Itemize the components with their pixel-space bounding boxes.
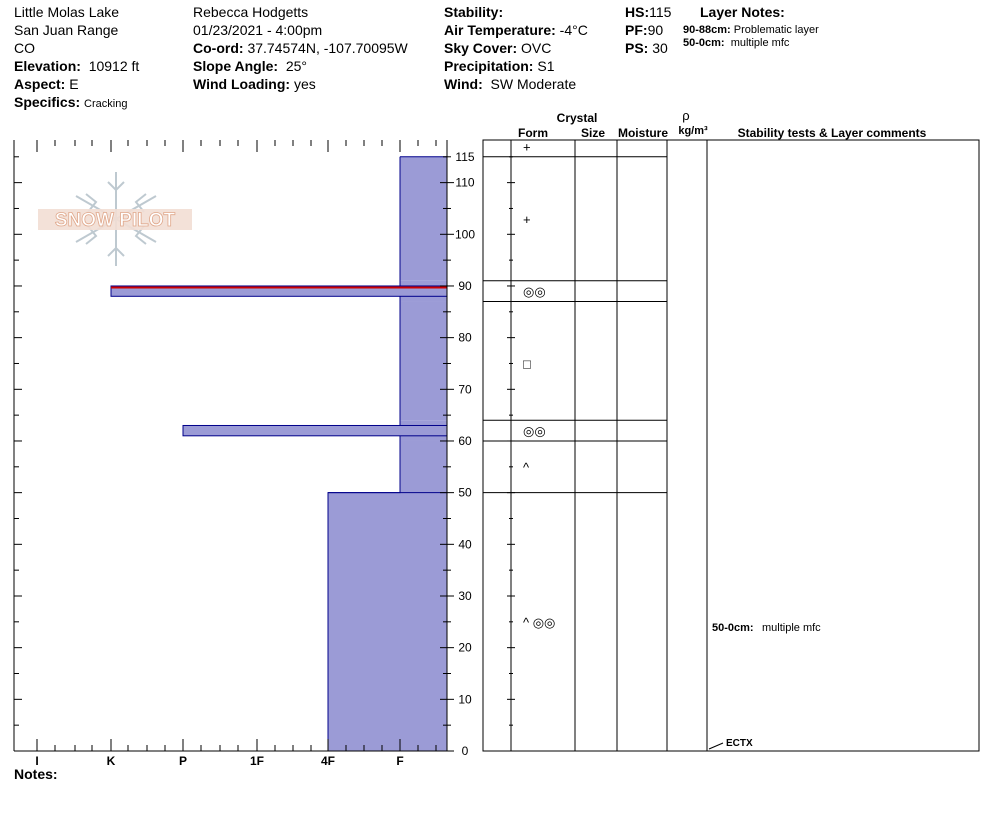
aspect-label: Aspect: xyxy=(14,76,66,92)
layer-note-range: 50-0cm: xyxy=(683,37,725,49)
layer-note-text: multiple mfc xyxy=(730,37,790,49)
stability-test-label: ECTX xyxy=(726,738,753,749)
air-temp-value: -4°C xyxy=(559,22,588,38)
coord-value: 37.74574N, -107.70095W xyxy=(247,40,408,56)
hardness-bar xyxy=(400,441,447,493)
logo-text: SNOW PILOT xyxy=(54,210,176,231)
wind-loading-label: Wind Loading: xyxy=(193,76,291,92)
hardness-tick-label: 1F xyxy=(249,754,265,768)
hardness-tick-label: F xyxy=(396,754,404,768)
specifics-label: Specifics: xyxy=(14,94,81,110)
coord-label: Co-ord: xyxy=(193,40,244,56)
depth-tick-label: 80 xyxy=(458,330,472,345)
crystal-form-symbol: + xyxy=(523,211,531,227)
wind-label: Wind: xyxy=(444,76,483,92)
crystal-form-symbol: ◎◎ xyxy=(523,284,546,300)
rho-header: ρ xyxy=(682,108,690,123)
depth-tick-label: 50 xyxy=(458,485,472,500)
slope-label: Slope Angle: xyxy=(193,58,279,74)
hardness-bar xyxy=(400,157,447,281)
depth-tick-label: 40 xyxy=(458,537,472,552)
hs-label: HS: xyxy=(625,4,650,20)
density-unit-header: kg/m³ xyxy=(678,125,708,137)
sky-value: OVC xyxy=(521,40,552,56)
thin-layer-bar xyxy=(183,425,447,435)
depth-tick-label: 110 xyxy=(455,175,475,190)
depth-tick-label: 115 xyxy=(455,149,475,164)
ps-label: PS: xyxy=(625,40,649,56)
layer-comment-range: 50-0cm: xyxy=(712,621,754,634)
hardness-bar xyxy=(400,301,447,420)
crystal-form-symbol: ^ ◎◎ xyxy=(523,614,556,630)
elevation-label: Elevation: xyxy=(14,58,81,74)
hardness-tick-label: P xyxy=(178,754,188,768)
observer-name: Rebecca Hodgetts xyxy=(193,4,309,20)
depth-tick-label: 30 xyxy=(458,588,472,603)
stability-label: Stability: xyxy=(444,4,504,20)
location-name: Little Molas Lake xyxy=(14,4,120,20)
specifics-value: Cracking xyxy=(84,98,128,110)
aspect-value: E xyxy=(69,76,79,92)
moisture-header: Moisture xyxy=(617,126,669,140)
layer-note-text: Problematic layer xyxy=(733,24,819,36)
stability-header: Stability tests & Layer comments xyxy=(737,126,927,140)
hardness-bar xyxy=(328,493,447,751)
depth-tick-label: 0 xyxy=(461,744,469,758)
obs-datetime: 01/23/2021 - 4:00pm xyxy=(193,22,323,38)
depth-tick-label: 20 xyxy=(458,640,472,655)
layer-comments xyxy=(712,622,821,634)
layer-table-frame xyxy=(483,140,979,751)
state-name: CO xyxy=(14,40,35,56)
pf-value: 90 xyxy=(647,22,664,38)
crystal-form-symbol: + xyxy=(523,139,531,155)
precip-value: S1 xyxy=(537,58,555,74)
wind-loading-value: yes xyxy=(293,76,316,92)
elevation-value: 10912 ft xyxy=(88,58,140,74)
stability-tests xyxy=(709,738,753,749)
stability-test-pointer xyxy=(709,743,723,749)
wind-value: SW Moderate xyxy=(490,76,577,92)
crystal-form-symbol: ^ xyxy=(523,459,530,475)
slope-value: 25° xyxy=(285,58,307,74)
notes-label: Notes: xyxy=(14,766,58,782)
hardness-tick-label: K xyxy=(106,754,116,768)
range-name: San Juan Range xyxy=(14,22,119,38)
hardness-tick-label: 4F xyxy=(320,754,336,768)
crystal-form-symbol: ◎◎ xyxy=(523,423,546,439)
depth-tick-label: 100 xyxy=(454,227,476,242)
layer-note-range: 90-88cm: xyxy=(683,24,731,36)
depth-tick-label: 70 xyxy=(458,382,472,397)
sky-label: Sky Cover: xyxy=(444,40,518,56)
depth-tick-label: 60 xyxy=(458,433,472,448)
hardness-profile xyxy=(111,157,447,751)
ps-value: 30 xyxy=(652,40,668,56)
form-header: Form xyxy=(518,126,548,140)
crystal-header: Crystal xyxy=(556,111,598,125)
hardness-labels xyxy=(35,754,403,768)
pf-label: PF: xyxy=(625,22,648,38)
crystal-form-symbol: □ xyxy=(523,356,531,372)
precip-label: Precipitation: xyxy=(444,58,534,74)
hardness-tick-label: I xyxy=(35,754,39,768)
snowpilot-logo xyxy=(38,172,192,266)
layer-comment-text: multiple mfc xyxy=(762,621,821,634)
size-header: Size xyxy=(580,126,606,140)
depth-tick-label: 90 xyxy=(458,278,472,293)
form-symbols xyxy=(523,139,555,629)
layer-notes-title: Layer Notes: xyxy=(700,4,785,20)
depth-tick-label: 10 xyxy=(458,692,472,707)
air-temp-label: Air Temperature: xyxy=(444,22,556,38)
hs-value: 115 xyxy=(649,4,672,20)
